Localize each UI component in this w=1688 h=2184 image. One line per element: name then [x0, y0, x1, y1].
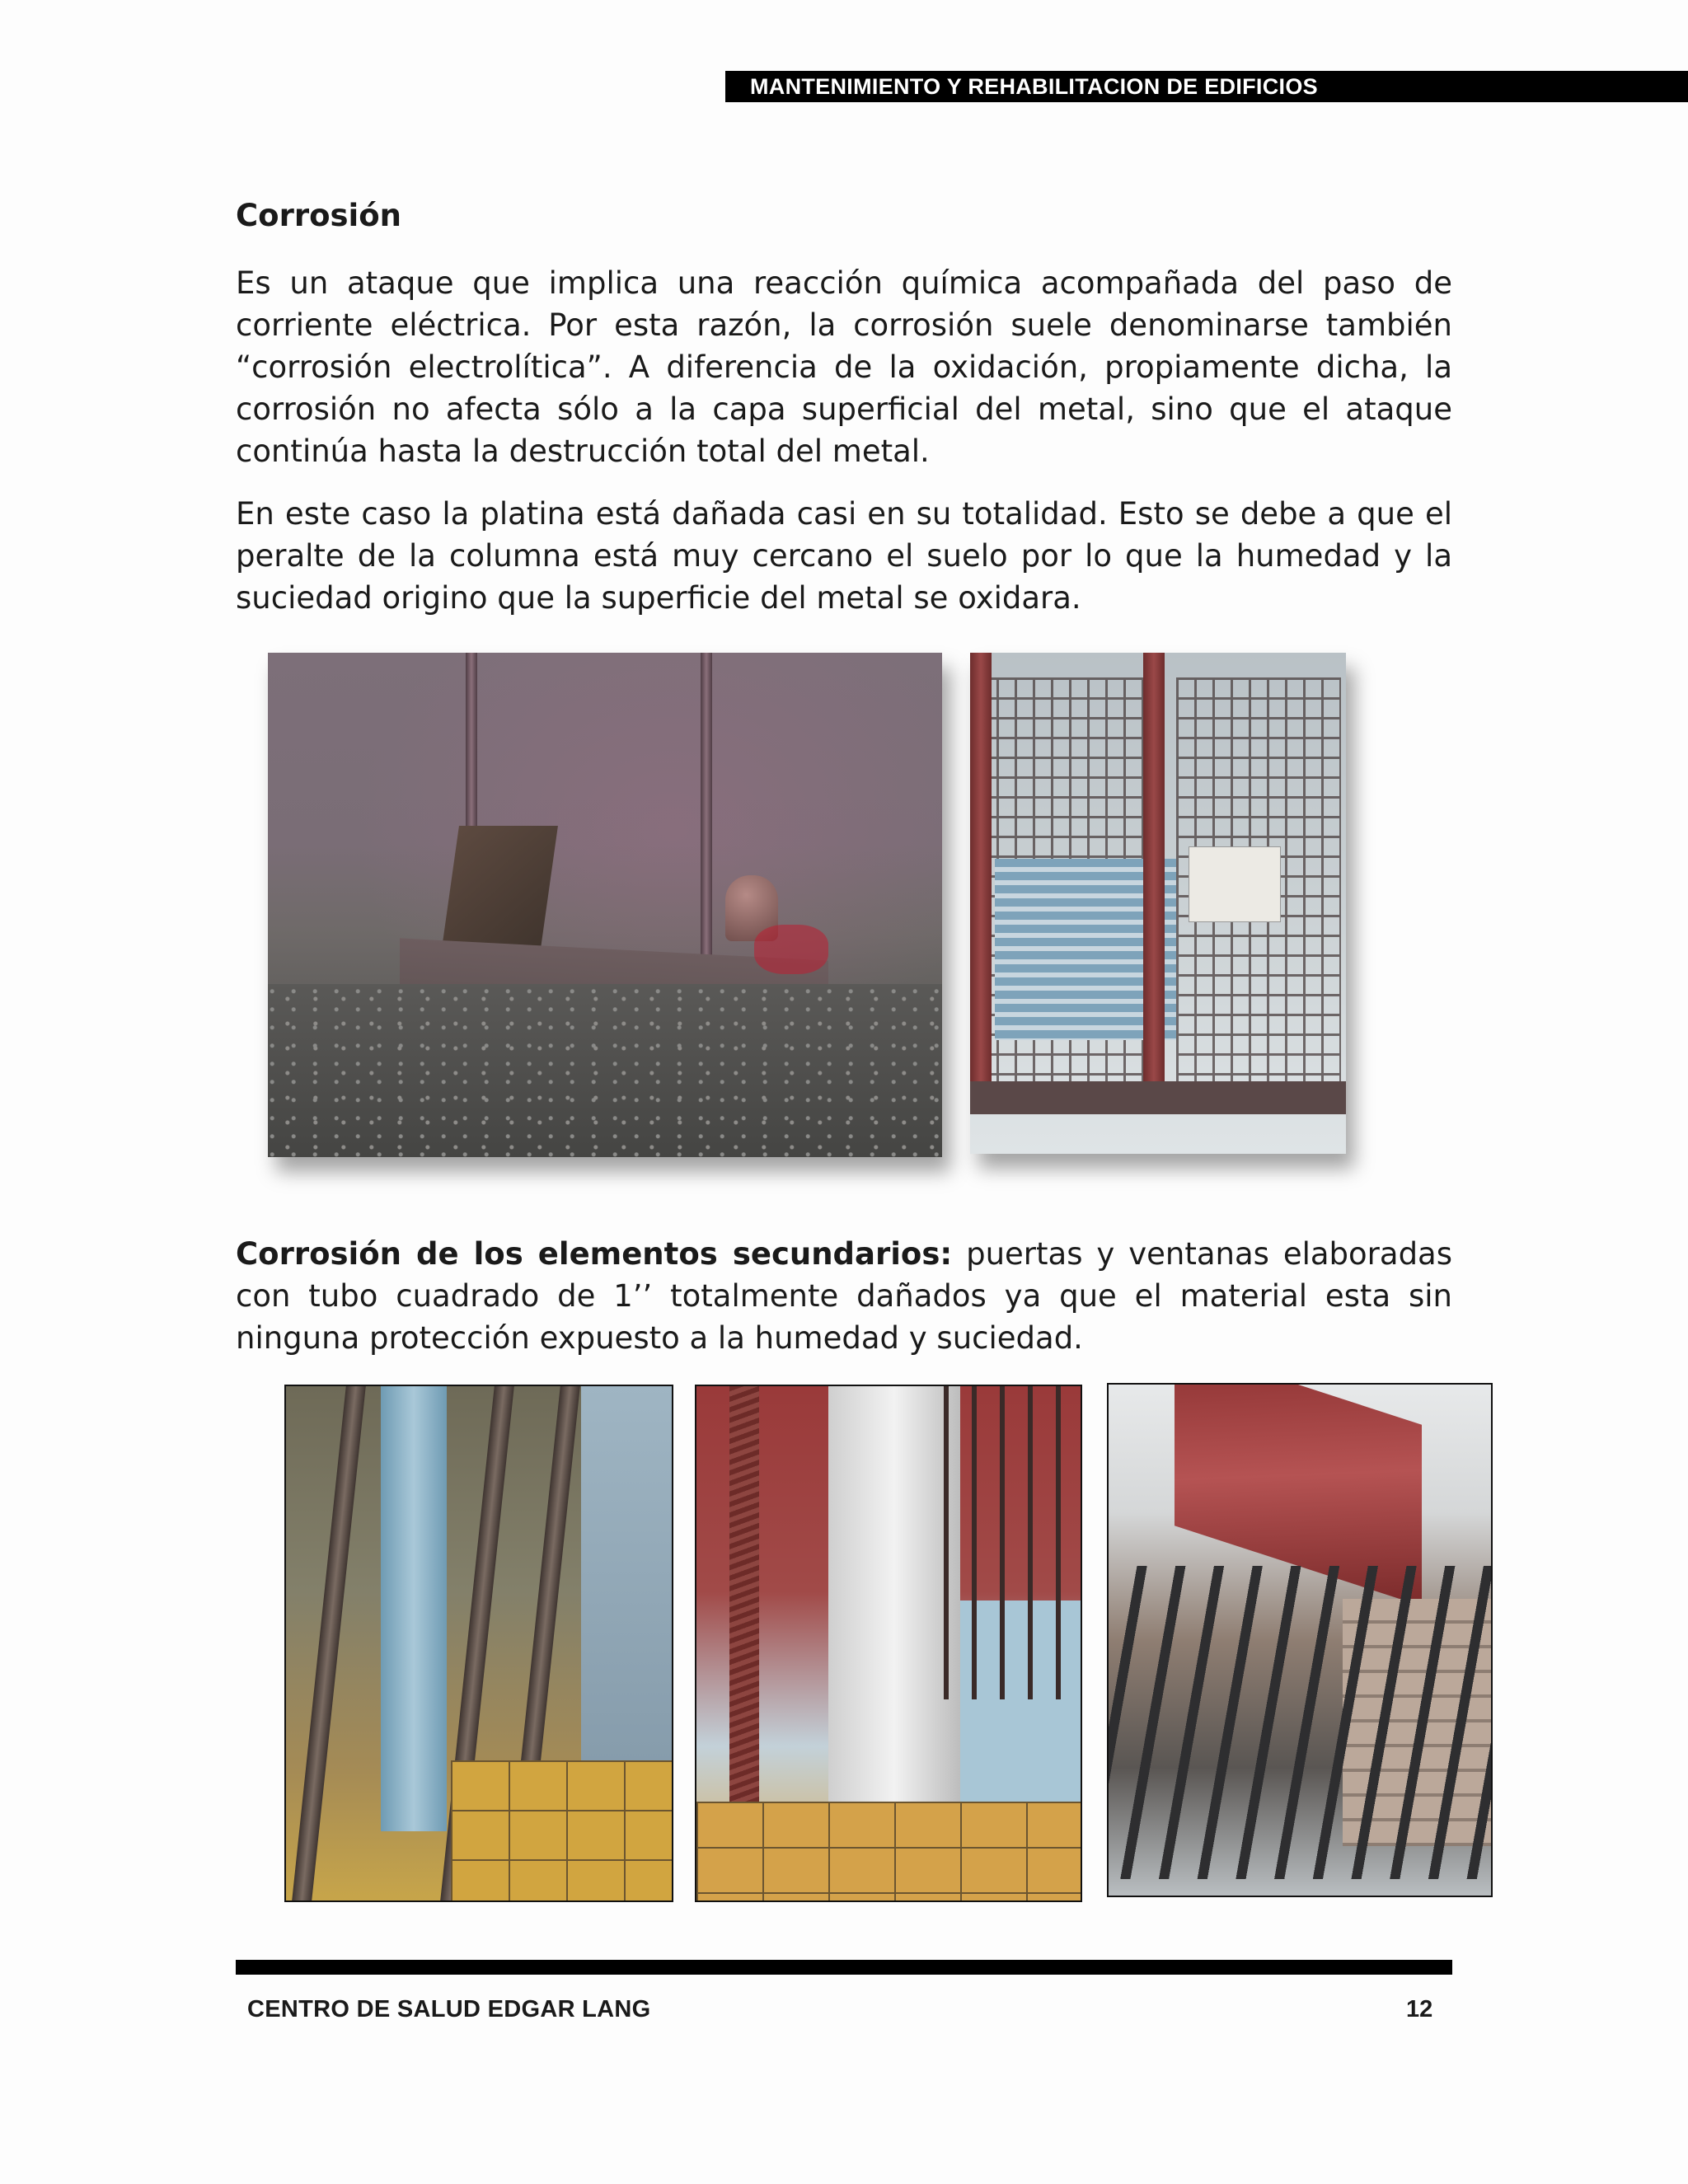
running-header: MANTENIMIENTO Y REHABILITACION DE EDIFICIOS [725, 71, 1688, 102]
paragraph-platina-damage: En este caso la platina está dañada casi en su totalidad. Esto se debe a que el peralte de la columna está muy cercano el suelo por lo que la humedad y la suciedad origino que la superficie del metal se oxidara. [236, 496, 1452, 616]
paragraph-secondary-elements [236, 1233, 1452, 1359]
photo-rusted-door-frame [695, 1385, 1082, 1902]
section-title: Corrosión [236, 198, 401, 233]
secondary-label: Corrosión de los elementos secundarios: [236, 1236, 953, 1272]
secondary-text: puertas y ventanas elaboradas con tubo cuadrado de 1’’ totalmente dañados ya que el material esta sin ninguna protección expuesto a la humedad y suciedad. [236, 1236, 1453, 1356]
paragraph-corrosion-definition: Es un ataque que implica una reacción química acompañada del paso de corriente eléctrica. Por esta razón, la corrosión suele denominarse también “corrosión electrolítica”. A diferencia de la oxidación, propiamente dicha, la corrosión no afecta sólo a la capa superficial del metal, sino que el ataque continúa hasta la destrucción total del metal. [236, 265, 1452, 469]
photo-rusted-door-bars [284, 1385, 673, 1902]
photo-rusted-window-grille [1107, 1383, 1493, 1897]
photo-corroded-column-base [268, 653, 942, 1157]
photo-barred-window [970, 653, 1346, 1154]
page-number: 12 [1406, 1996, 1433, 2022]
footer-rule [236, 1960, 1452, 1975]
footer-institution: CENTRO DE SALUD EDGAR LANG [247, 1996, 651, 2022]
